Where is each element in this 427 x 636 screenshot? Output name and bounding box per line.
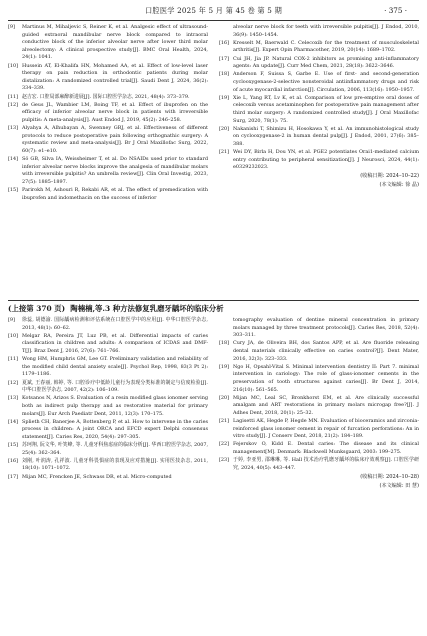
reference-text: 夏斌, 王春丽, 韩婷, 等. 口腔诊疗中低龄儿童行为表现分类标准的制定与信度检验[J]. 中华口腔医学杂志, 2007, 42(2): 106–109. bbox=[22, 379, 208, 394]
reference-number: [12] bbox=[8, 101, 19, 108]
reference-text: Wong HM, Humphris GM, Lee GT. Preliminary validation and reliability of the modified child dental anxiety scale[J]. Psychol Rep, 1998, 83(3 Pt 2): 1179–1186. bbox=[22, 356, 208, 378]
reference-item bbox=[8, 187, 208, 202]
top-right-reference-column bbox=[219, 24, 419, 190]
reference-number: [19] bbox=[219, 363, 230, 370]
reference-text: Cui JH, Jia JP. Natural COX-2 inhibitors as promising anti-inflammatory agents: An update[J]. Curr Med Chem, 2021, 28(18): 3622–3646. bbox=[233, 55, 419, 70]
received-date: (收稿日期: 2024–10–28) bbox=[360, 474, 419, 481]
reference-text: Xie L, Yang RT, Lv K, et al. Comparison of low pre-emptive oral doses of celecoxib versus acetaminophen for postoperative pain management after third molar surgery: A randomized controlled study[J]. J Oral Maxillofac Surg, 2020, 78(1): 75. bbox=[233, 94, 419, 124]
reference-item bbox=[219, 71, 419, 94]
reference-item bbox=[8, 102, 208, 125]
received-date: (收稿日期: 2024–10–22) bbox=[360, 173, 419, 180]
reference-number: [19] bbox=[219, 94, 230, 101]
reference-item bbox=[8, 156, 208, 186]
reference-list bbox=[219, 24, 419, 172]
reference-number: [9] bbox=[8, 24, 15, 30]
reference-item bbox=[8, 442, 208, 457]
reference-number: [20] bbox=[219, 125, 230, 132]
reference-text: Sö GB, Silva IA, Weissheimer T, et al. Do NSAIDs used prior to standard inferior alveolar nerve blocks improve the analgesia of mandibular molars with irreversible pulpitis? An umbrella review[J]. Clin Oral Investig, 2023, 27(5): 1885–1897. bbox=[22, 156, 208, 185]
reference-number: [18] bbox=[219, 340, 230, 347]
reference-number: [21] bbox=[219, 149, 230, 156]
reference-text: Wei DY, Birla H, Dou YN, et al. PGE2 potentiates Orai1-mediated calcium entry contributing to peripheral sensitization[J]. J Neurosci, 2024, 44(1): e0329232023. bbox=[233, 149, 419, 171]
reference-number: [11] bbox=[8, 356, 19, 363]
reference-text: 于婷, 李亚男, 邵琳琳, 等. Hall 技术治疗乳磨牙龋坏的临床疗效观察[J]. 口腔医学研究, 2024, 40(5): 443–447. bbox=[233, 457, 419, 471]
reference-item bbox=[8, 317, 208, 332]
reference-text: Martinus M, Mihaljevic S, Reiner K, et al. Analgesic effect of ultrasound-guided extraoral mandibular nerve block compared to intraoral conductive block of the inferior alveolar nerve after lower third molar alveolectomy: A clinical prospective study[J]. BMC Oral Health, 2024, 24(1): 1041. bbox=[22, 24, 208, 61]
reference-number: [16] bbox=[219, 39, 230, 46]
reference-text: 赵吉宏. 口腔局部麻醉新进展[J]. 国际口腔医学杂志, 2021, 48(4): 373–379. bbox=[22, 93, 190, 100]
reference-item bbox=[8, 125, 208, 155]
reference-text: Mijan MC, Frencken JE, Schwass DR, et al. Micro-computed bbox=[22, 473, 172, 480]
reference-text: de Geus JL, Wambier LM, Boing TF, et al. Effect of ibuprofen on the efficacy of inferior alveolar nerve block in patients with irreversible pulpitis: A meta-analysis[J]. Aust Endod J, 2019, 45(2): 246–258. bbox=[22, 101, 208, 123]
continued-from-label: (上接第 370 页) bbox=[8, 304, 66, 313]
reference-number: [13] bbox=[8, 125, 19, 132]
journal-header-text: 口腔医学 2025 年 5 月 第 45 卷 第 5 期 bbox=[145, 6, 282, 15]
reference-number: [17] bbox=[219, 55, 230, 62]
section-divider bbox=[8, 300, 419, 301]
reference-number: [22] bbox=[219, 441, 230, 448]
page-number: · 375 · bbox=[384, 6, 407, 15]
reference-item bbox=[8, 333, 208, 356]
reference-item bbox=[219, 395, 419, 418]
reference-number: [18] bbox=[219, 71, 230, 78]
reference-item bbox=[219, 457, 419, 472]
reference-number: [10] bbox=[8, 62, 19, 69]
reference-text: Alyahya A, Alhubayan A, Swenney GRJ, et al. Effectiveness of different protocols to reduce postoperative pain following orthognathic surgery: A systematic review and meta-analysis[J]. Br J Oral Maxillofac Surg, 2022, 60(7): e1–e10. bbox=[22, 125, 208, 154]
reference-number: [12] bbox=[8, 379, 19, 386]
page-header bbox=[20, 4, 407, 18]
reference-item bbox=[219, 95, 419, 125]
reference-item bbox=[219, 24, 419, 39]
reference-item bbox=[8, 458, 208, 473]
reference-item bbox=[8, 94, 208, 102]
reference-item bbox=[8, 419, 208, 442]
reference-text: Splieth CH, Banerjee A, Bottenberg P, et al. How to intervene in the caries process in children: A joint ORCA and EFCD expert Delphi consensus statement[J]. Caries Res, 2020, 54(4): 297–305. bbox=[22, 418, 208, 440]
reference-item bbox=[8, 380, 208, 395]
reference-item bbox=[8, 395, 208, 418]
editor-note: (本文编辑: 田 慧) bbox=[379, 483, 419, 490]
article-title: 陶楠楠,等.3 种方法修复乳磨牙龋坏的临床分析 bbox=[70, 304, 224, 313]
reference-text: 徐蕊, 胡德渝. 国际龋病检测和评估系统在口腔医学中的应用[J]. 中华口腔医学杂志, 2013, 48(1): 60–62. bbox=[22, 317, 208, 331]
reference-number: [16] bbox=[8, 457, 19, 464]
reference-item bbox=[219, 418, 419, 441]
reference-text: Kotsanos N, Arizos S. Evaluation of a resin modified glass ionomer serving both as indirect pulp therapy and as restorative material for primary molars[J]. Eur Arch Paediatr Dent, 2011, 12(3): 170–175. bbox=[22, 395, 208, 417]
continued-article-title bbox=[8, 304, 224, 314]
editor-note: (本文编辑: 徐 晶) bbox=[379, 182, 419, 189]
reference-item bbox=[8, 474, 208, 482]
reference-text: Mijan MC, Leal SC, Bronkhorst EM, et al. Are clinically successful amalgam and ART restorations in primary molars microgap free?[J]. J Adhes Dent, 2018, 20(1): 25–32. bbox=[233, 394, 419, 416]
top-left-reference-column bbox=[8, 24, 208, 203]
reference-number: [23] bbox=[219, 457, 230, 464]
reference-list bbox=[8, 24, 208, 202]
reference-text: Hussein AT, El-Khalifa HN, Mohamed AA, et al. Effect of low-level laser therapy on pain reduction in orthodontic patients during molar distalization: A randomized controlled trial[J]. Saudi Dent J, 2024, 36(2): 334–339. bbox=[22, 62, 208, 92]
reference-text: Melgar RA, Pereira JT, Luz PB, et al. Differential impacts of caries classification in children and adults: A comparison of ICDAS and DMF-T[J]. Braz Dent J, 2016, 27(6): 761–766. bbox=[22, 332, 208, 354]
reference-text: tomography evaluation of dentine mineral concentration in primary molars managed by three treatment protocols[J]. Caries Res, 2018, 52(4): 303–311. bbox=[233, 317, 419, 339]
reference-item bbox=[219, 364, 419, 394]
reference-number: [14] bbox=[8, 156, 19, 163]
reference-number: [10] bbox=[8, 332, 19, 339]
reference-item bbox=[219, 317, 419, 340]
reference-item bbox=[219, 340, 419, 363]
reference-item bbox=[8, 356, 208, 379]
bottom-left-reference-column bbox=[8, 317, 208, 482]
reference-item bbox=[219, 126, 419, 149]
reference-item bbox=[219, 56, 419, 71]
reference-text: 刘刚, 叶润涛, 孔祥波. 儿童牙科畏惧症的表现及应对措施[J]. 实用医技杂志, 2011, 18(10): 1071–1072. bbox=[22, 457, 208, 472]
reference-text: Nakanishi T, Shimizu H, Hosokawa Y, et al. An immunohistological study on cyclooxygenase-2 in human dental pulp[J]. J Endod, 2001, 27(6): 385–388. bbox=[233, 125, 419, 147]
reference-text: Cury JA, de Oliveira BH, dos Santos APP, et al. Are fluoride releasing dental materials clinically effective on caries control?[J]. Dent Mater, 2016, 32(3): 323–333. bbox=[233, 340, 419, 362]
reference-list bbox=[219, 317, 419, 472]
reference-text: Lagisetti AK, Hegde P, Hegde MN. Evaluation of bioceramics and zirconia-reinforced glass ionomer cement in repair of furcation perforations: An in vitro study[J]. J Conserv Dent, 2018, 21(2): 184–189. bbox=[233, 418, 419, 440]
reference-number: [20] bbox=[219, 394, 230, 401]
reference-list bbox=[8, 317, 208, 481]
reference-item bbox=[8, 24, 208, 62]
reference-item bbox=[219, 149, 419, 172]
reference-item bbox=[8, 63, 208, 93]
reference-text: alveolar nerve block for teeth with irreversible pulpitis[J]. J Endod, 2010, 36(9): 1450–1454. bbox=[233, 24, 419, 38]
reference-number: [15] bbox=[8, 442, 19, 449]
reference-item bbox=[219, 441, 419, 456]
reference-text: Anderson F, Suissa S, Garbe E. Use of first- and second-generation cyclooxygenase-2-selective nonsteroidal antiinflammatory drugs and risk of acute myocardial infarction[J]. Circulation, 2006, 113(16): 1950–1957. bbox=[233, 71, 419, 93]
reference-text: 苏珂翔, 阮文华, 叶笑峰, 等. 儿童牙科焦虑症的临床分析[J]. 华西口腔医学杂志, 2007, 25(4): 362–364. bbox=[22, 442, 208, 456]
reference-number: [13] bbox=[8, 395, 19, 402]
reference-item bbox=[219, 40, 419, 55]
reference-number: [14] bbox=[8, 418, 19, 425]
reference-text: Fejerskov O, Kidd E. Dental caries: The disease and its clinical management[M]. Denmark: Blackwell Munksgaard, 2003: 199–275. bbox=[233, 441, 419, 456]
bottom-right-reference-column bbox=[219, 317, 419, 491]
reference-number: [17] bbox=[8, 473, 19, 480]
header-rule bbox=[8, 20, 419, 21]
reference-text: Kresselt M, Baerwald C. Celecoxib for the treatment of musculoskeletal arthritis[J]. Expert Opin Pharmacother, 2019, 20(14): 1689–1702. bbox=[233, 39, 419, 54]
reference-text: Parirokh M, Ashouri R, Rekabi AR, et al. The effect of premedication with ibuprofen and indomethacin on the success of inferior bbox=[22, 187, 208, 201]
reference-number: [9] bbox=[8, 317, 15, 323]
reference-text: Ngo H, Opsahl-Vital S. Minimal intervention dentistry II: Part 7. minimal intervention in cariology: The role of glass-ionomer cements in the preservation of tooth structures against caries[J]. Br Dent J, 2014, 216(10): 561–565. bbox=[233, 363, 419, 393]
reference-number: [15] bbox=[8, 187, 19, 194]
reference-number: [21] bbox=[219, 418, 230, 425]
reference-number: [11] bbox=[8, 93, 19, 100]
